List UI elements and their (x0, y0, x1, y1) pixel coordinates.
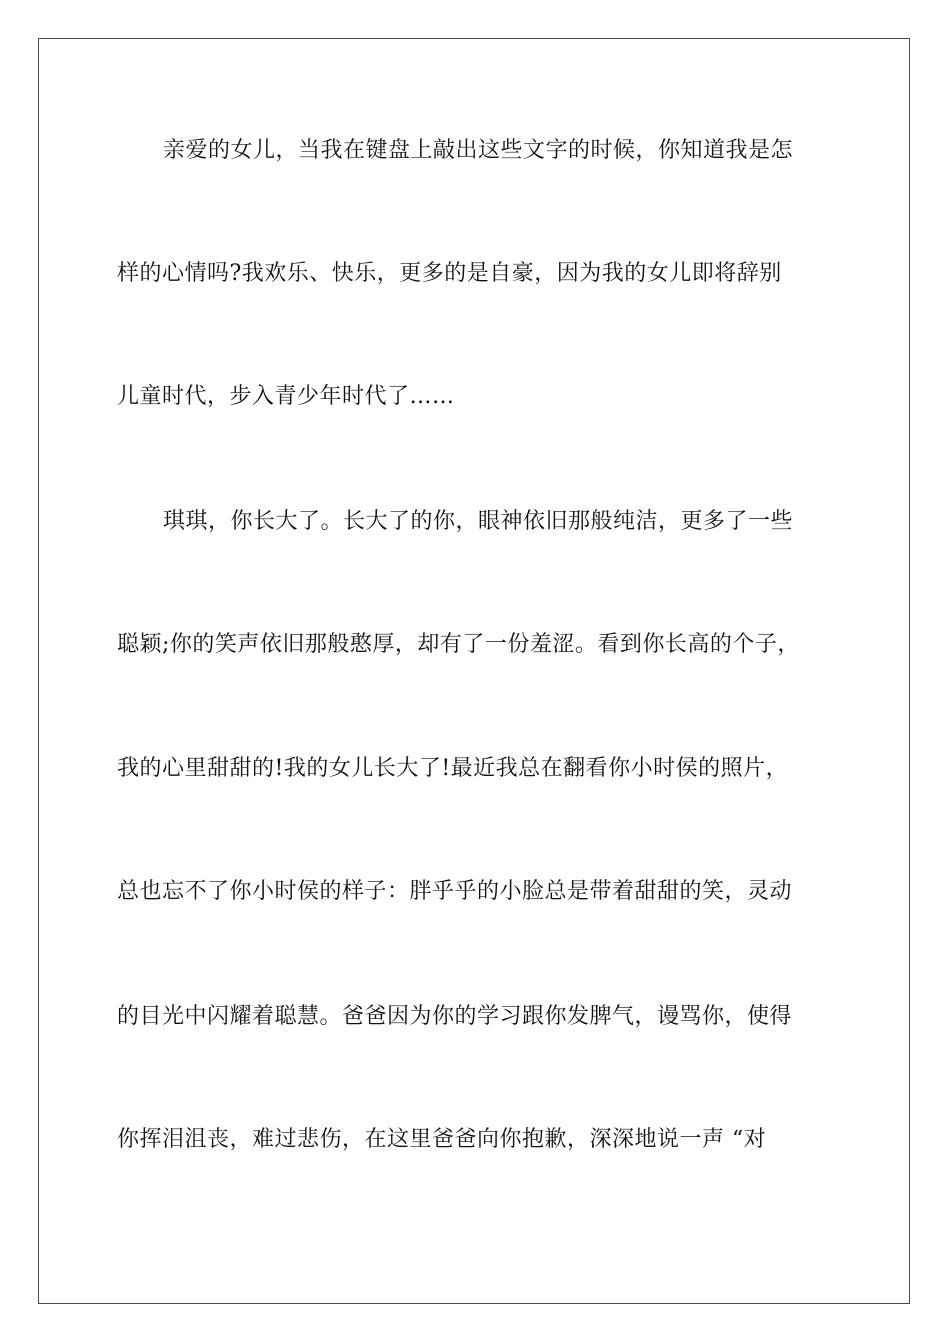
paragraph-2-line-6: 你挥泪沮丧，难过悲伤，在这里爸爸向你抱歉，深深地说一声 “对 (117, 1127, 767, 1152)
paragraph-1-line-1: 亲爱的女儿，当我在键盘上敲出这些文字的时候，你知道我是怎 (163, 138, 794, 163)
paragraph-1-line-2: 样的心情吗?我欢乐、快乐，更多的是自豪，因为我的女儿即将辞别 (117, 261, 782, 286)
paragraph-2-line-5: 的目光中闪耀着聪慧。爸爸因为你的学习跟你发脾气，谩骂你，使得 (117, 1004, 793, 1029)
paragraph-1-line-3: 儿童时代，步入青少年时代了…… (117, 384, 455, 409)
paragraph-2-line-1: 琪琪，你长大了。长大了的你，眼神依旧那般纯洁，更多了一些 (163, 509, 794, 534)
paragraph-2-line-2: 聪颖;你的笑声依旧那般憨厚，却有了一份羞涩。看到你长高的个子， (117, 632, 800, 657)
paragraph-2-line-3: 我的心里甜甜的!我的女儿长大了!最近我总在翻看你小时侯的照片， (117, 756, 789, 781)
page-frame (38, 38, 910, 1304)
paragraph-2-line-4: 总也忘不了你小时侯的样子：胖乎乎的小脸总是带着甜甜的笑，灵动 (117, 879, 793, 904)
